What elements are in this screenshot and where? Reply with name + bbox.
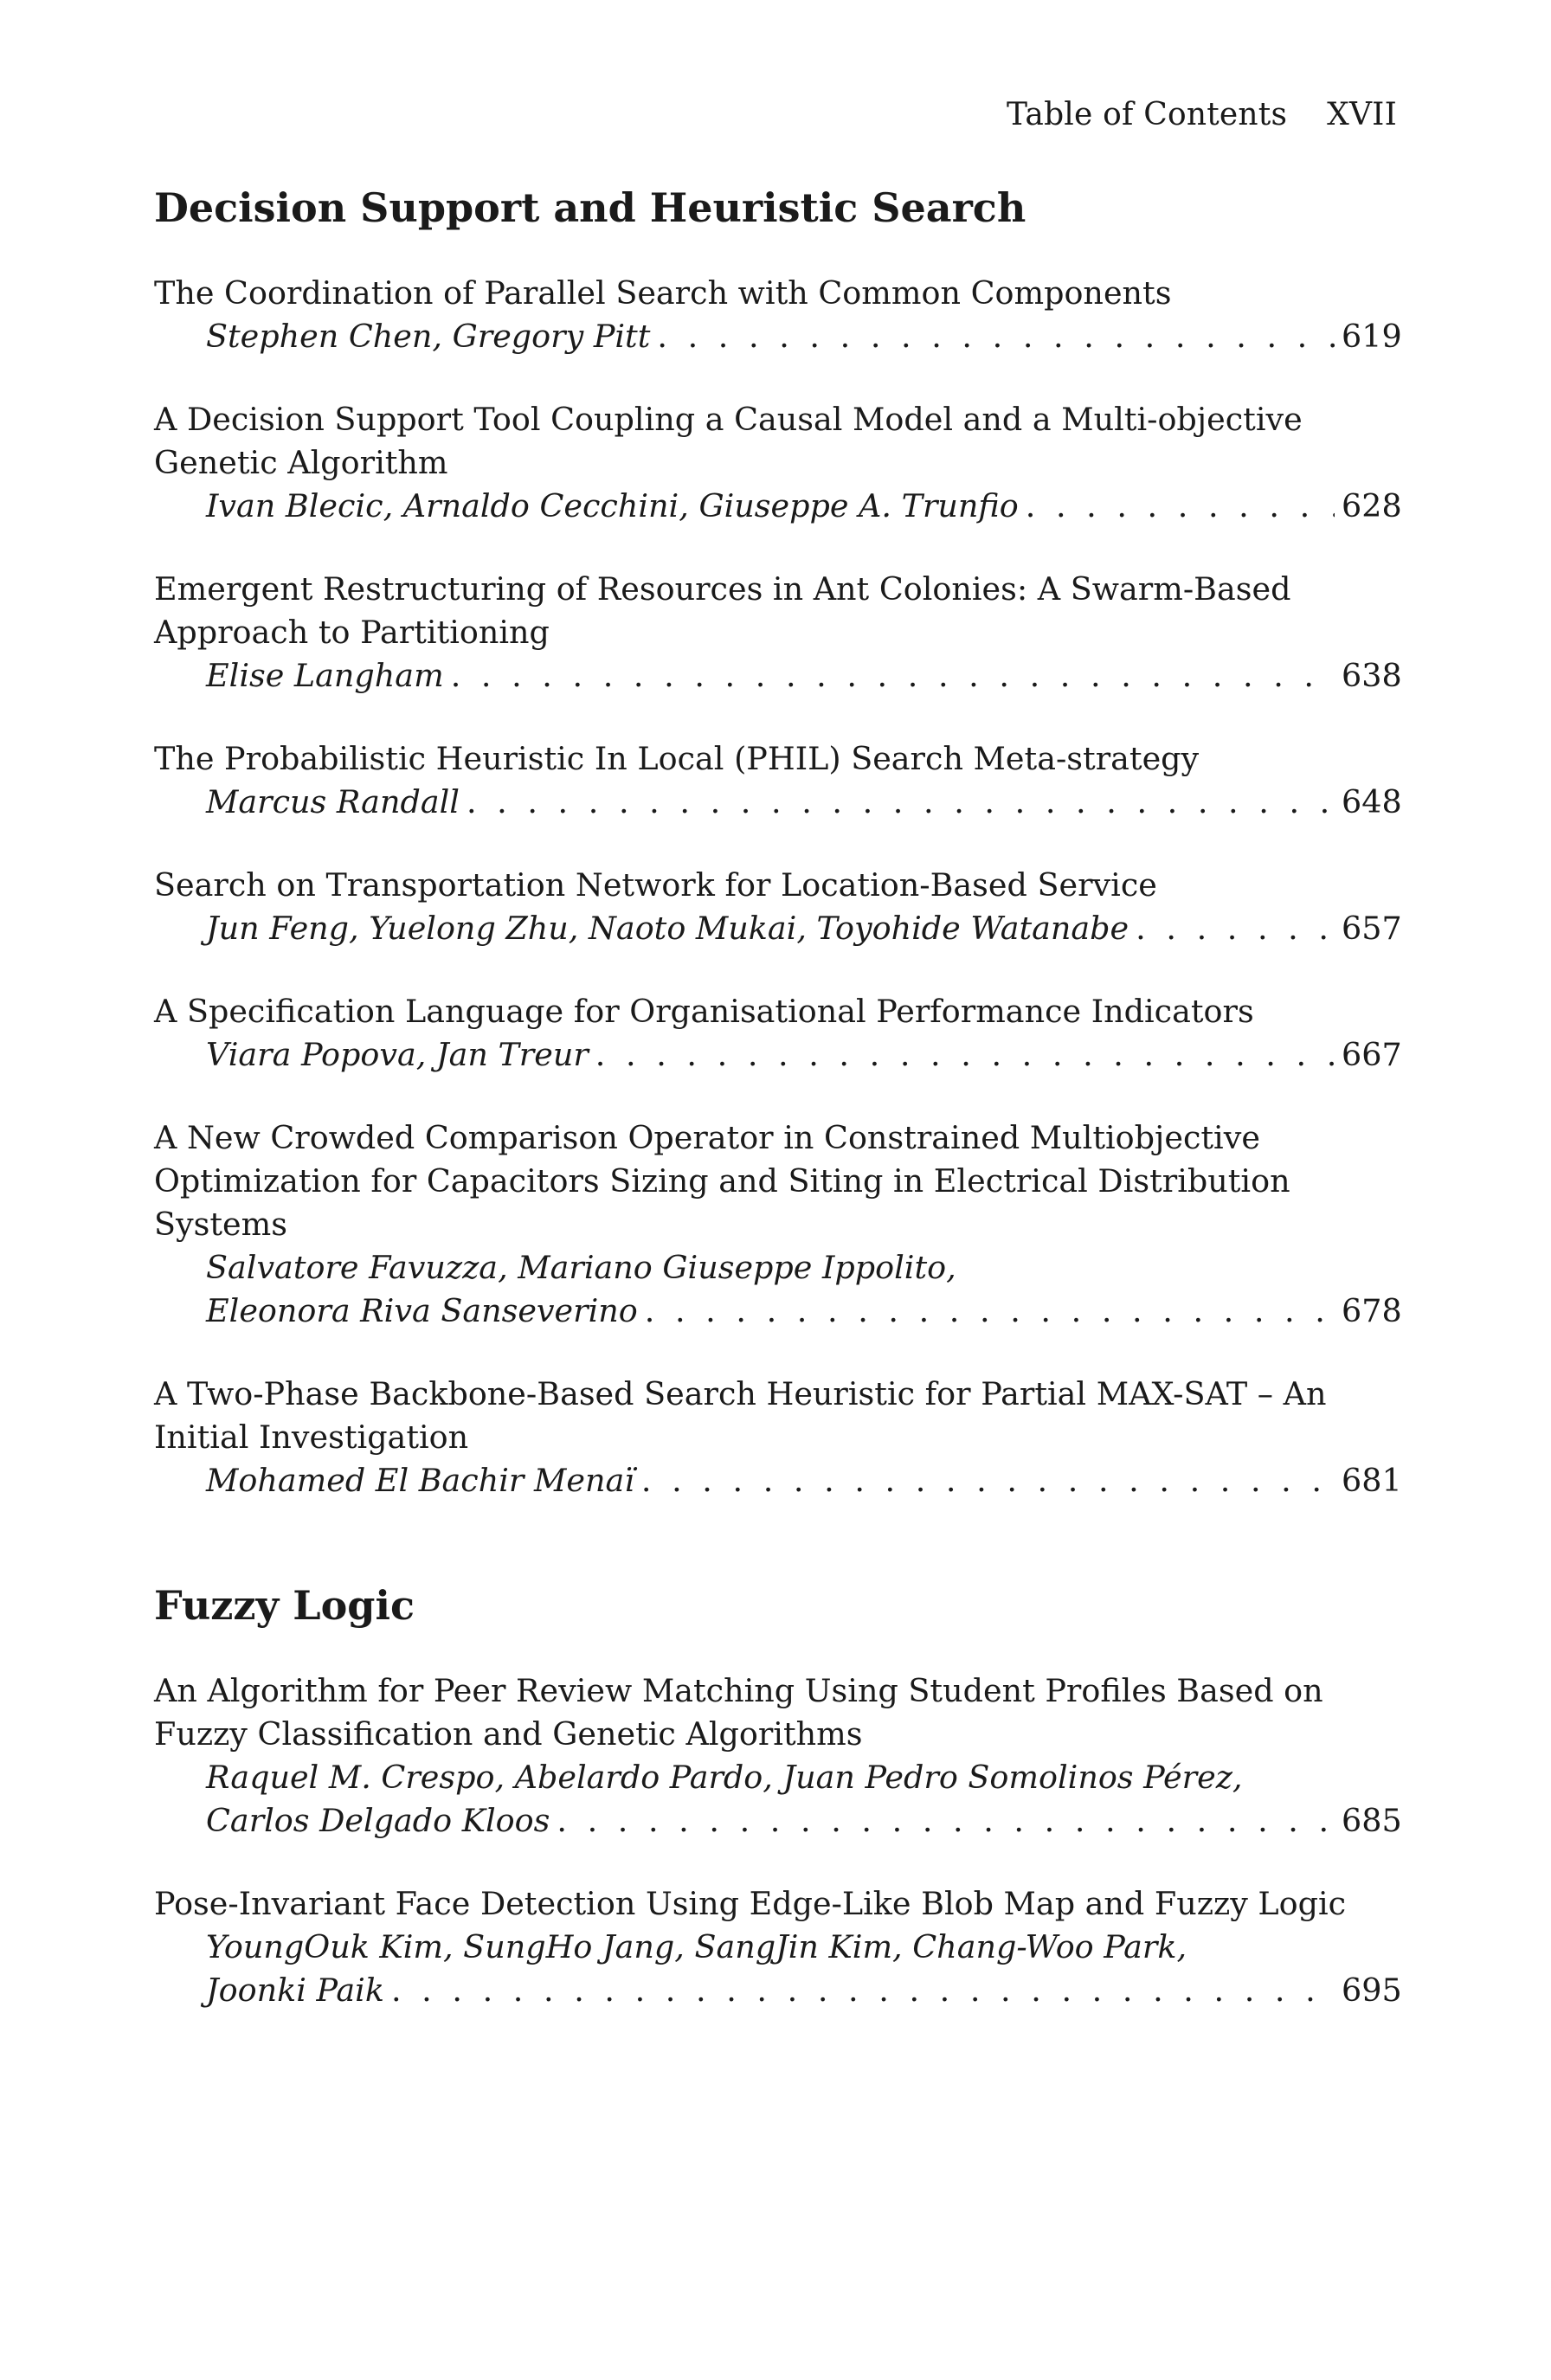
entry-authors: Carlos Delgado Kloos bbox=[206, 1801, 550, 1839]
entry-authors: Salvatore Favuzza, Mariano Giuseppe Ippolito, bbox=[206, 1248, 956, 1286]
dot-leader bbox=[451, 654, 1335, 698]
entry-page-number: 628 bbox=[1342, 486, 1402, 524]
toc-entry bbox=[154, 272, 1402, 358]
entry-authors: YoungOuk Kim, SungHo Jang, SangJin Kim, Chang-Woo Park, bbox=[206, 1927, 1187, 1965]
dot-leader bbox=[657, 315, 1335, 358]
entry-authors-line bbox=[154, 654, 1402, 698]
entry-title: Pose-Invariant Face Detection Using Edge-Like Blob Map and Fuzzy Logic bbox=[154, 1884, 1347, 1922]
entry-page-number: 619 bbox=[1342, 317, 1402, 355]
entry-page-number: 638 bbox=[1342, 656, 1402, 694]
entry-title: Search on Transportation Network for Location-Based Service bbox=[154, 865, 1157, 904]
entry-page-number: 681 bbox=[1342, 1461, 1402, 1499]
entry-page-number: 678 bbox=[1342, 1291, 1402, 1329]
entry-page-number: 685 bbox=[1342, 1801, 1402, 1839]
entry-authors: Marcus Randall bbox=[206, 782, 460, 820]
entry-authors: Raquel M. Crespo, Abelardo Pardo, Juan Pedro Somolinos Pérez, bbox=[206, 1758, 1243, 1796]
entry-authors-line bbox=[154, 315, 1402, 358]
running-head bbox=[1007, 97, 1397, 132]
entry-page-number: 648 bbox=[1342, 782, 1402, 820]
entry-authors-line bbox=[154, 1033, 1402, 1077]
toc-entry bbox=[154, 990, 1402, 1077]
entry-authors-line bbox=[154, 1246, 1397, 1290]
entry-authors-line bbox=[154, 907, 1402, 950]
section-fuzzy-logic bbox=[154, 1582, 1402, 2052]
entry-title: A Decision Support Tool Coupling a Causal Model and a Multi-objective Genetic Algorithm bbox=[154, 400, 1303, 481]
entry-page-number: 695 bbox=[1342, 1971, 1402, 2009]
entry-title: A New Crowded Comparison Operator in Constrained Multiobjective Optimization for Capacitors Sizing and Siting in Electrical Distribution Systems bbox=[154, 1118, 1290, 1243]
entry-authors-line bbox=[154, 1756, 1397, 1799]
toc-entry bbox=[154, 1669, 1402, 1843]
toc-entry bbox=[154, 737, 1402, 824]
entry-authors: Joonki Paik bbox=[206, 1971, 384, 2009]
toc-entry bbox=[154, 864, 1402, 950]
dot-leader bbox=[391, 1969, 1335, 2012]
entry-authors: Mohamed El Bachir Menaï bbox=[206, 1461, 634, 1499]
entry-title: A Specification Language for Organisational Performance Indicators bbox=[154, 992, 1254, 1030]
dot-leader bbox=[595, 1033, 1335, 1077]
entry-authors-line bbox=[154, 1969, 1402, 2012]
entry-title: An Algorithm for Peer Review Matching Using Student Profiles Based on Fuzzy Classification and Genetic Algorithms bbox=[154, 1671, 1323, 1753]
entry-authors-line bbox=[154, 1290, 1402, 1333]
entry-authors: Jun Feng, Yuelong Zhu, Naoto Mukai, Toyohide Watanabe bbox=[206, 909, 1129, 947]
toc-entry bbox=[154, 1116, 1402, 1333]
dot-leader bbox=[641, 1459, 1335, 1502]
toc-entry bbox=[154, 1882, 1402, 2012]
entry-authors: Ivan Blecic, Arnaldo Cecchini, Giuseppe A. Trunfio bbox=[206, 486, 1019, 524]
entry-authors: Viara Popova, Jan Treur bbox=[206, 1035, 589, 1073]
entry-title: The Coordination of Parallel Search with Common Components bbox=[154, 273, 1172, 312]
entry-page-number: 657 bbox=[1342, 909, 1402, 947]
section-title: Fuzzy Logic bbox=[154, 1582, 415, 1629]
entry-authors-line bbox=[154, 485, 1402, 528]
entry-authors: Eleonora Riva Sanseverino bbox=[206, 1291, 638, 1329]
dot-leader bbox=[557, 1799, 1335, 1843]
entry-authors: Stephen Chen, Gregory Pitt bbox=[206, 317, 651, 355]
section-title: Decision Support and Heuristic Search bbox=[154, 184, 1026, 231]
entry-authors-line bbox=[154, 1459, 1402, 1502]
entry-title: The Probabilistic Heuristic In Local (PHIL) Search Meta-strategy bbox=[154, 739, 1200, 777]
dot-leader bbox=[467, 781, 1335, 824]
entry-authors: Elise Langham bbox=[206, 656, 444, 694]
dot-leader bbox=[645, 1290, 1335, 1333]
entry-title: Emergent Restructuring of Resources in Ant Colonies: A Swarm-Based Approach to Partitioning bbox=[154, 569, 1291, 651]
section-decision-support bbox=[154, 184, 1402, 1542]
entry-authors-line bbox=[154, 781, 1402, 824]
page-folio: XVII bbox=[1327, 97, 1397, 132]
entry-title: A Two-Phase Backbone-Based Search Heuristic for Partial MAX-SAT – An Initial Investigation bbox=[154, 1374, 1327, 1456]
entry-page-number: 667 bbox=[1342, 1035, 1402, 1073]
toc-entry bbox=[154, 1373, 1402, 1502]
entry-authors-line bbox=[154, 1799, 1402, 1843]
toc-entry bbox=[154, 398, 1402, 528]
toc-entry bbox=[154, 568, 1402, 698]
running-head-label: Table of Contents bbox=[1006, 97, 1288, 132]
dot-leader bbox=[1026, 485, 1335, 528]
entry-authors-line bbox=[154, 1926, 1397, 1969]
dot-leader bbox=[1136, 907, 1335, 950]
